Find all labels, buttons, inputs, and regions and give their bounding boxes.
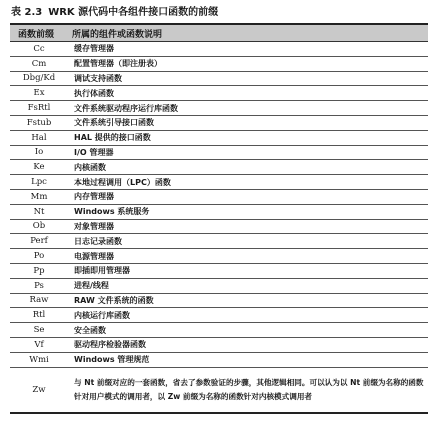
table-row [10,57,428,72]
description-cell: 本地过程调用（LPC）函数 [74,177,171,187]
prefix-cell: FsRtl [27,103,51,114]
description-cell: Windows 管理规范 [74,355,150,365]
description-cell: HAL 提供的接口函数 [74,133,151,143]
table-row [10,353,428,368]
prefix-cell: Ex [33,88,45,99]
description-cell: 内存管理器 [74,192,114,202]
table-row [10,249,428,264]
description-cell: 进程/线程 [74,281,109,291]
prefix-cell: Ps [34,280,44,291]
prefix-cell: Lpc [31,177,47,188]
description-cell: 即插即用管理器 [74,266,130,276]
prefix-cell: Rtl [32,310,46,321]
prefix-cell: Dbg/Kd [22,73,56,84]
table-row [10,323,428,338]
description-cell: 调试支持函数 [74,73,122,83]
description-cell: Windows 系统服务 [74,207,150,217]
table-row [10,338,428,353]
prefix-cell: Mm [30,191,48,202]
header-prefix: 函数前缀 [18,29,55,40]
table-row [10,279,428,294]
table-row [10,220,428,235]
prefix-cell: Zw [32,384,46,395]
table-title: WRK 源代码中各组件接口函数的前缀 [48,7,219,18]
prefix-cell: Hal [31,132,47,143]
prefix-cell: Ke [33,162,45,173]
table-row [10,116,428,131]
description-cell: 电源管理器 [74,251,114,261]
table-row [10,308,428,323]
document-page [10,6,428,414]
table-row [10,264,428,279]
description-cell: RAW 文件系统的函数 [74,295,154,305]
table-row [10,190,428,205]
prefix-cell: Po [33,251,45,262]
description-cell: 与 Nt 前缀对应的一套函数，省去了参数验证的步骤，其他逻辑相同。可以认为以 Nt 前缀为名称的函数针对用户模式的调用者，以 Zw 前缀为名称的函数针对内核模式调用者 [74,377,424,401]
table-header-row [10,25,428,42]
description-cell: 文件系统引导接口函数 [74,118,154,128]
table-row [10,205,428,220]
table-row [10,294,428,309]
prefix-cell: Ob [32,221,46,232]
description-cell: I/O 管理器 [74,147,114,157]
table-body [10,42,428,412]
table-row [10,42,428,57]
table-row [10,175,428,190]
table-row [10,131,428,146]
prefix-cell: Raw [29,295,49,306]
table-row [10,72,428,87]
table-row [10,160,428,175]
table-number: 表 2.3 [11,7,43,18]
prefix-cell: Pp [33,265,45,276]
description-cell: 缓存管理器 [74,44,114,54]
description-cell: 日志记录函数 [74,236,122,246]
table-row [10,101,428,116]
prefix-table [10,23,428,414]
prefix-cell: Io [34,147,44,158]
description-cell: 驱动程序检验器函数 [74,340,146,350]
table-row [10,86,428,101]
description-cell: 对象管理器 [74,221,114,231]
description-cell: 安全函数 [74,325,106,335]
table-row [10,234,428,249]
prefix-cell: Cc [33,43,45,54]
header-description: 所属的组件或函数说明 [72,29,163,40]
prefix-cell: Fstub [26,117,52,128]
table-row [10,146,428,161]
prefix-cell: Perf [30,236,48,247]
description-cell: 文件系统驱动程序运行库函数 [74,103,178,113]
description-cell: 内核运行库函数 [74,310,130,320]
description-cell: 内核函数 [74,162,106,172]
prefix-cell: Cm [31,58,47,69]
prefix-cell: Nt [33,206,45,217]
prefix-cell: Vf [34,339,44,350]
table-caption [11,6,428,20]
prefix-cell: Se [33,325,45,336]
prefix-cell: Wmi [29,354,49,365]
table-row [10,368,428,412]
description-cell: 执行体函数 [74,88,114,98]
description-cell: 配置管理器（即注册表） [74,59,162,69]
